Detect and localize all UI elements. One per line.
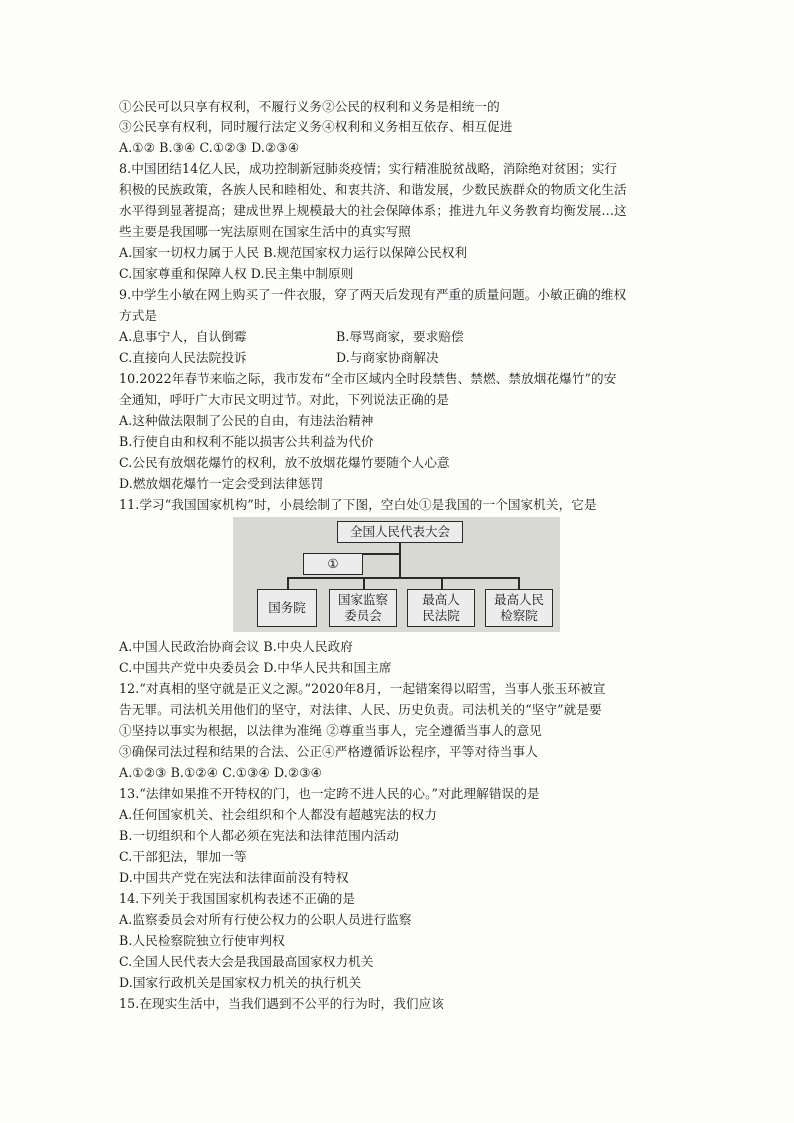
q9-option-a: A.息事宁人，自认倒霉 bbox=[119, 329, 247, 344]
q11-stem: 11.学习“我国国家机构”时，小晨绘制了下图，空白处①是我国的一个国家机关，它是 bbox=[119, 497, 597, 512]
q10-option-b: B.行使自由和权利不能以损害公共利益为代价 bbox=[119, 434, 374, 449]
q10-stem-line-1: 10.2022年春节来临之际，我市发布“全市区域内全时段禁售、禁燃、禁放烟花爆竹”的安 bbox=[119, 371, 617, 386]
connector-line bbox=[287, 577, 289, 589]
q13-option-d: D.中国共产党在宪法和法律面前没有特权 bbox=[119, 870, 349, 885]
connector-line bbox=[518, 577, 520, 589]
q8-stem-line-1: 8.中国团结14亿人民，成功控制新冠肺炎疫情；实行精准脱贫战略，消除绝对贫困；实行 bbox=[119, 161, 618, 176]
connector-line bbox=[441, 577, 443, 589]
q10-stem-line-2: 全通知，呼吁广大市民文明过节。对此，下列说法正确的是 bbox=[119, 392, 450, 407]
q13-option-a: A.任何国家机关、社会组织和个人都没有超越宪法的权力 bbox=[119, 807, 437, 822]
q13-option-b: B.一切组织和个人都必须在宪法和法律范围内活动 bbox=[119, 828, 400, 843]
q8-options-cd: C.国家尊重和保障人权 D.民主集中制原则 bbox=[119, 266, 354, 281]
connector-line bbox=[399, 553, 401, 577]
q7-statement-3-4: ③公民享有权利，同时履行法定义务④权利和义务相互依存、相互促进 bbox=[119, 119, 513, 134]
state-organs-diagram bbox=[233, 517, 560, 632]
q10-option-a: A.这种做法限制了公民的自由，有违法治精神 bbox=[119, 413, 374, 428]
q7-statement-1-2: ①公民可以只享有权利，不履行义务②公民的权利和义务是相统一的 bbox=[119, 99, 500, 114]
q15-stem: 15.在现实生活中，当我们遇到不公平的行为时，我们应该 bbox=[119, 996, 444, 1011]
q9-stem-line-2: 方式是 bbox=[119, 308, 158, 323]
q12-statement-3-4: ③确保司法过程和结果的合法、公正④严格遵循诉讼程序，平等对待当事人 bbox=[119, 744, 538, 759]
q13-stem: 13.“法律如果推不开特权的门，也一定跨不进人民的心。”对此理解错误的是 bbox=[119, 786, 540, 801]
q14-option-a: A.监察委员会对所有行使公权力的公职人员进行监察 bbox=[119, 912, 412, 927]
q10-option-d: D.燃放烟花爆竹一定会受到法律惩罚 bbox=[119, 476, 324, 491]
supreme-court-box: 最高人民法院 bbox=[407, 589, 475, 627]
q9-option-d: D.与商家协商解决 bbox=[336, 350, 439, 365]
q14-option-d: D.国家行政机关是国家权力机关的执行机关 bbox=[119, 975, 362, 990]
q12-options: A.①②③ B.①②④ C.①③④ D.②③④ bbox=[119, 765, 322, 780]
branch-line bbox=[287, 577, 519, 579]
q11-options-cd: C.中国共产党中央委员会 D.中华人民共和国主席 bbox=[119, 660, 392, 675]
npc-box: 全国人民代表大会 bbox=[337, 521, 463, 543]
q14-stem: 14.下列关于我国国家机构表述不正确的是 bbox=[119, 891, 356, 906]
supreme-procuratorate-box: 最高人民检察院 bbox=[485, 589, 553, 627]
q7-options: A.①② B.③④ C.①②③ D.②③④ bbox=[119, 140, 300, 155]
state-council-box: 国务院 bbox=[257, 589, 317, 627]
q8-options-ab: A.国家一切权力属于人民 B.规范国家权力运行以保障公民权利 bbox=[119, 245, 468, 260]
q14-option-c: C.全国人民代表大会是我国最高国家权力机关 bbox=[119, 954, 374, 969]
connector-line bbox=[399, 543, 401, 553]
q8-stem-line-3: 水平得到显著提高；建成世界上规模最大的社会保障体系；推进九年义务教育均衡发展…这 bbox=[119, 203, 627, 218]
q10-option-c: C.公民有放烟花爆竹的权利，放不放烟花爆竹要随个人心意 bbox=[119, 455, 450, 470]
q9-stem-line-1: 9.中学生小敏在网上购买了一件衣服，穿了两天后发现有严重的质量问题。小敏正确的维权 bbox=[119, 287, 627, 302]
connector-line bbox=[363, 577, 365, 589]
q9-option-b: B.辱骂商家，要求赔偿 bbox=[336, 329, 464, 344]
q12-statement-1-2: ①坚持以事实为根据，以法律为准绳 ②尊重当事人，完全遵循当事人的意见 bbox=[119, 723, 542, 738]
supervision-commission-box: 国家监察委员会 bbox=[329, 589, 397, 627]
q9-option-c: C.直接向人民法院投诉 bbox=[119, 350, 247, 365]
q11-options-ab: A.中国人民政治协商会议 B.中央人民政府 bbox=[119, 639, 353, 654]
q13-option-c: C.干部犯法，罪加一等 bbox=[119, 849, 247, 864]
q8-stem-line-2: 积极的民族政策，各族人民和睦相处、和衷共济、和谐发展，少数民族群众的物质文化生活 bbox=[119, 182, 627, 197]
q8-stem-line-4: 些主要是我国哪一宪法原则在国家生活中的真实写照 bbox=[119, 224, 411, 239]
blank-box: ① bbox=[303, 553, 363, 575]
q14-option-b: B.人民检察院独立行使审判权 bbox=[119, 933, 285, 948]
q12-stem-line-2: 告无罪。司法机关用他们的坚守，对法律、人民、历史负责。司法机关的“坚守”就是要 bbox=[119, 702, 602, 717]
q12-stem-line-1: 12.“对真相的坚守就是正义之源。”2020年8月，一起错案得以昭雪，当事人张玉环被宣 bbox=[119, 681, 606, 696]
